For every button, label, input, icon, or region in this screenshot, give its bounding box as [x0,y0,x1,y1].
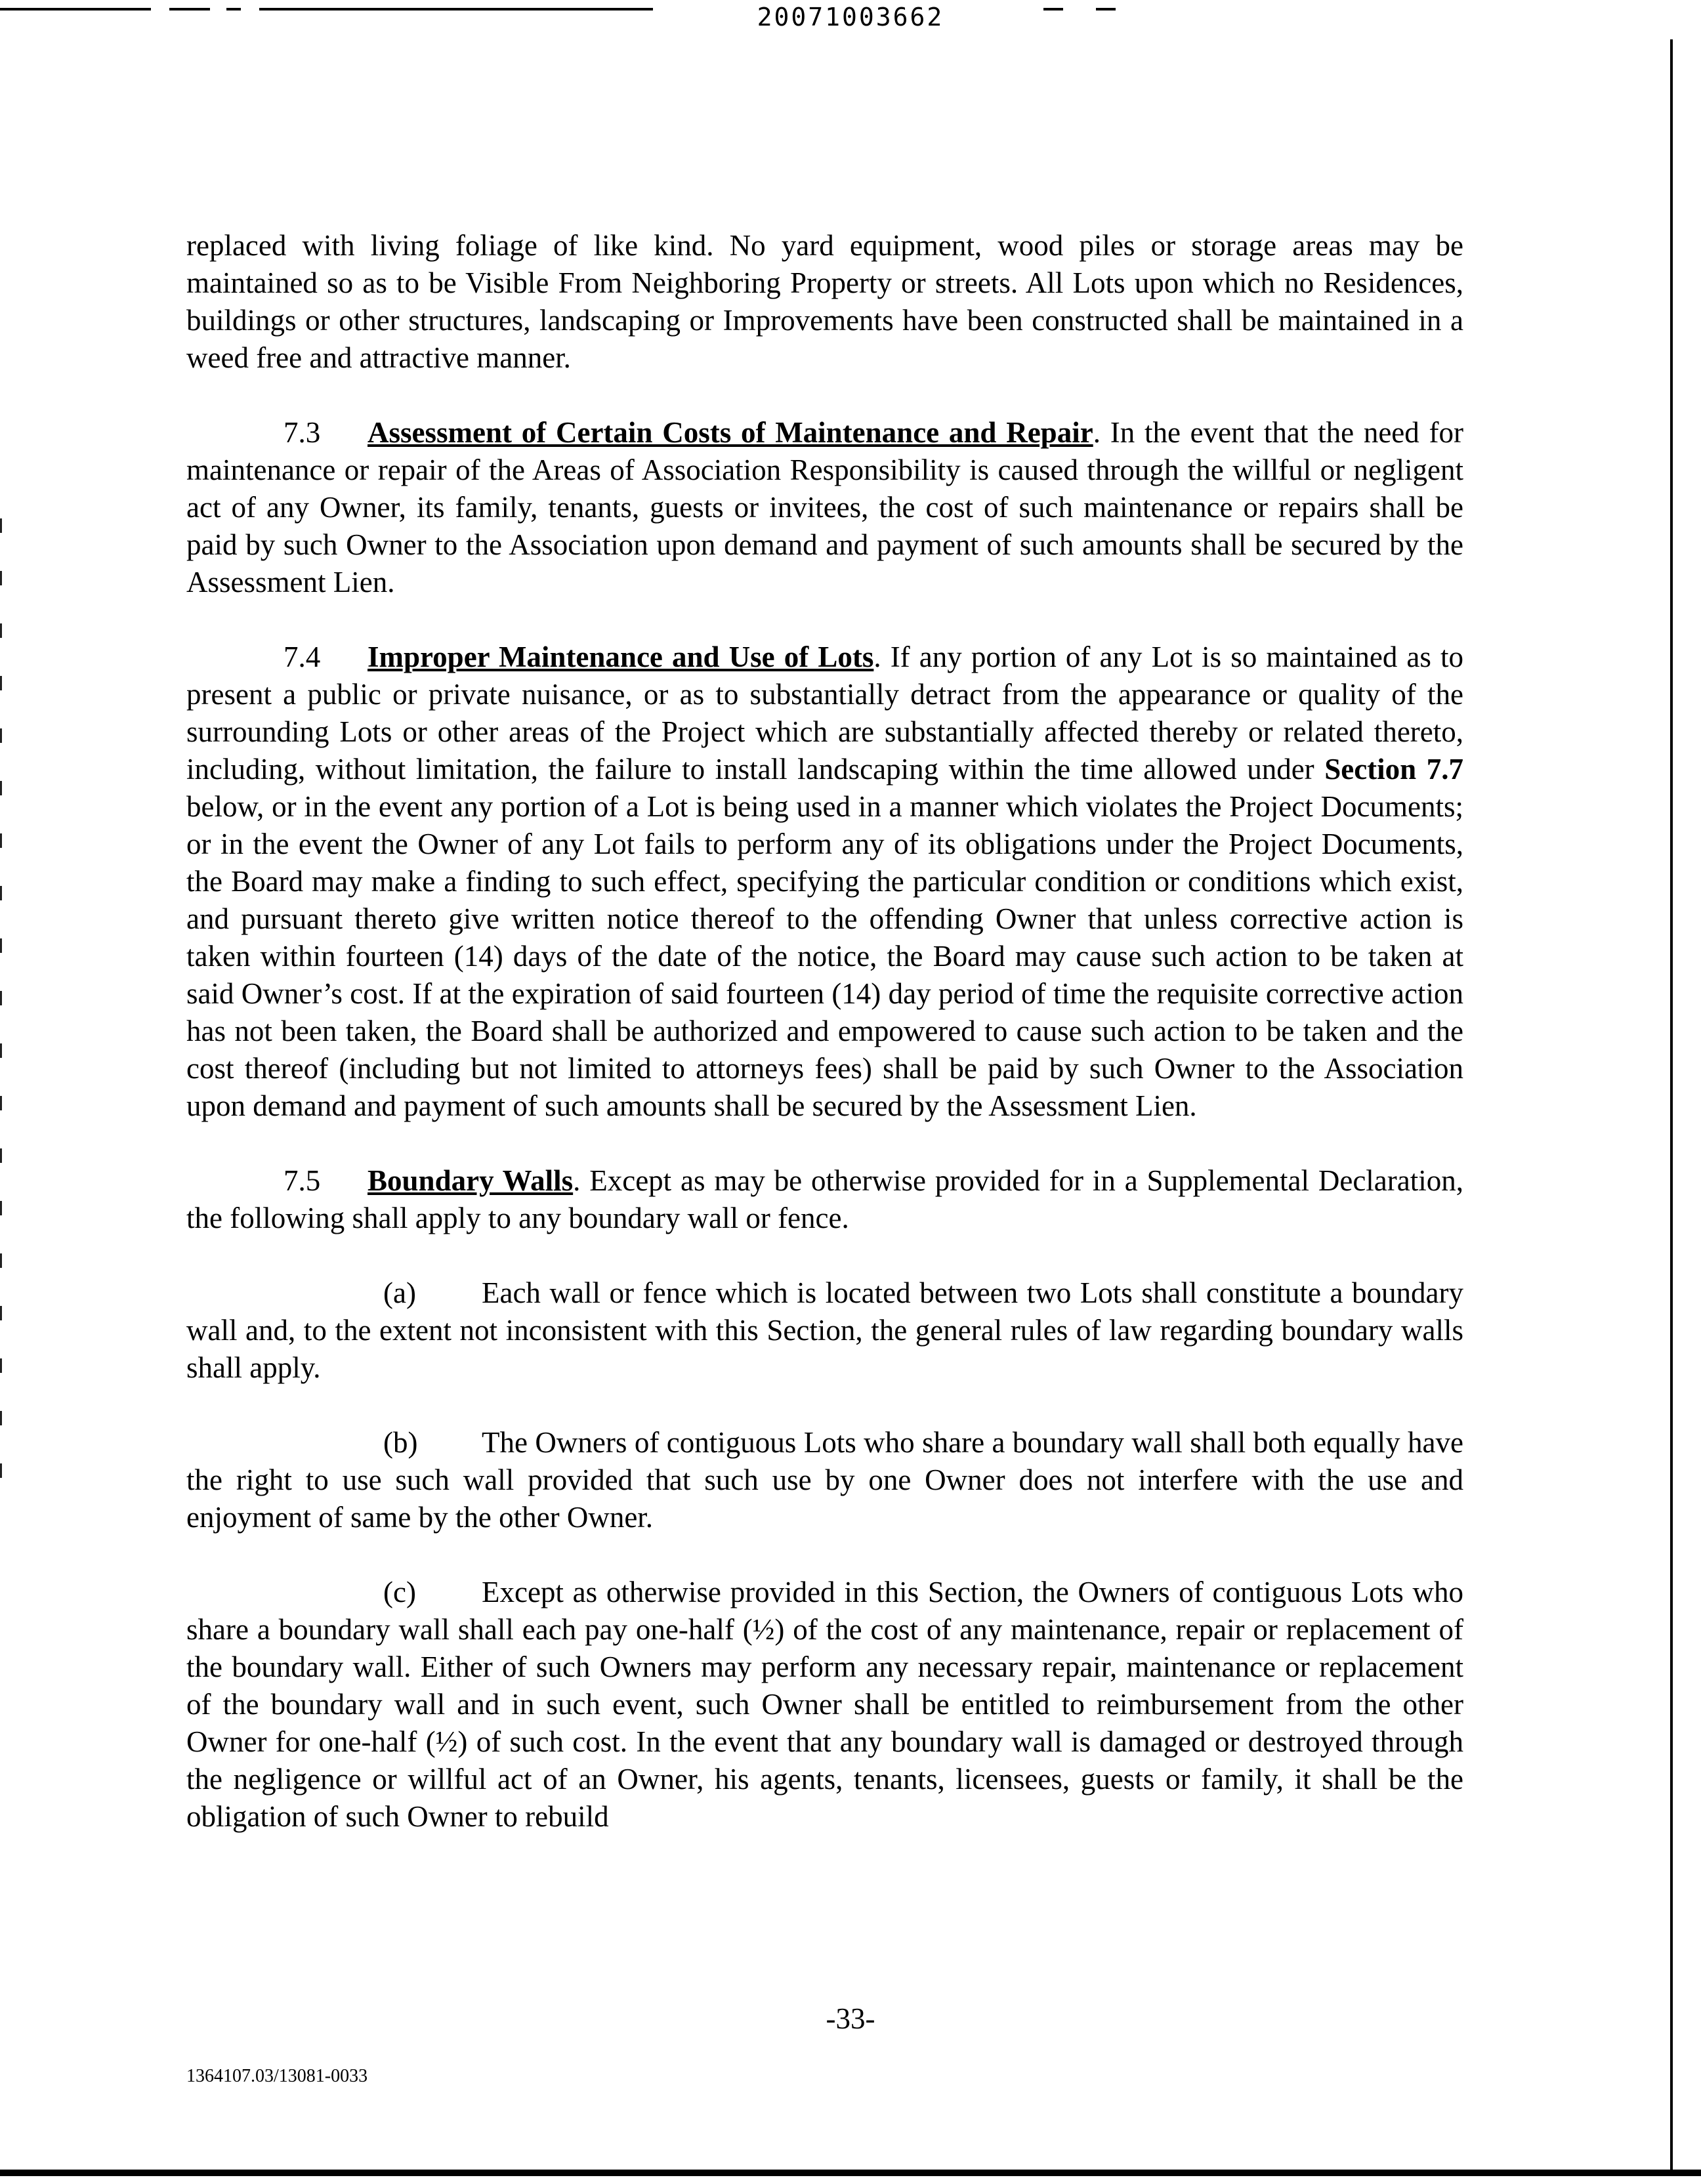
subsection-b [186,1424,1463,1536]
subsection-text: The Owners of contiguous Lots who share a boundary wall shall both equally have the right to use such wall provided that such use by one Owner does not interfere with the use and enjoyment of same by the other Owner. [186,1426,1463,1534]
scan-tick [0,1411,2,1425]
scan-tick [0,1253,2,1268]
scan-tick [0,1096,2,1110]
subsection-text: Each wall or fence which is located between two Lots shall constitute a boundary wall and, to the extent not inconsistent with this Section, the general rules of law regarding boundary walls shall apply. [186,1276,1463,1384]
section-title: Improper Maintenance and Use of Lots [368,640,874,673]
scan-tick [0,1463,2,1478]
subsection-text: Except as otherwise provided in this Section, the Owners of contiguous Lots who share a boundary wall shall each pay one-half (½) of the cost of any maintenance, repair or replacement of the boundary wall. Either of such Owners may perform any necessary repair, maintenance or replacement of the boundary wall and in such event, such Owner shall be entitled to reimbursement from the other Owner for one-half (½) of such cost. In the event that any boundary wall is damaged or destroyed through the negligence or willful act of an Owner, his agents, tenants, licensees, guests or family, it shall be the obligation of such Owner to rebuild [186,1576,1463,1833]
subsection-label: (a) [383,1276,416,1309]
page-frame-right [1670,39,1673,2172]
scan-tick [0,991,2,1005]
paragraph-continuation: replaced with living foliage of like kind. No yard equipment, wood piles or storage areas may be maintained so as to be Visible From Neighboring Property or streets. All Lots upon which no Residences, buildings or other structures, landscaping or Improvements have been constructed shall be maintained in a weed free and attractive manner. [186,229,1463,374]
section-number: 7.5 [284,1164,321,1197]
scan-tick [0,938,2,953]
section-text: . If any portion of any Lot is so maintained as to present a public or private nuisance, or as to substantially detract from the appearance or quality of the surrounding Lots or other areas of the Project which are substantially affected thereby or related thereto, including, without limitation, the failure to install landscaping within the time allowed under [186,640,1464,786]
section-reference: Section 7.7 [1324,753,1463,786]
subsection-c [186,1574,1463,1836]
scan-tick [0,676,2,690]
section-title: Assessment of Certain Costs of Maintenance and Repair [368,416,1093,449]
document-number: 20071003662 [757,3,944,32]
scan-tick [0,833,2,848]
scan-tick [0,1201,2,1215]
scan-tick [0,1306,2,1320]
section-7-3 [186,414,1463,601]
scan-tick [0,886,2,900]
scan-tick [0,1358,2,1373]
scan-tick [0,518,2,533]
section-7-5 [186,1162,1463,1237]
scan-tick [0,1043,2,1058]
subsection-label: (b) [383,1426,418,1459]
document-body [186,227,1463,1836]
section-text: . Except as may be otherwise provided for in a Supplemental Declaration, the following shall apply to any boundary wall or fence. [186,1164,1463,1234]
section-title: Boundary Walls [368,1164,574,1197]
subsection-label: (c) [383,1576,416,1608]
scan-tick [0,1148,2,1163]
page-number: -33- [826,2002,875,2035]
scan-tick [0,623,2,638]
file-identifier: 1364107.03/13081-0033 [186,2066,368,2086]
scan-tick [0,781,2,795]
section-number: 7.3 [284,416,321,449]
subsection-a [186,1274,1463,1387]
section-number: 7.4 [284,640,321,673]
section-text: below, or in the event any portion of a Lot is being used in a manner which violates the Project Documents; or in the event the Owner of any Lot fails to perform any of its obligations under the Project Documents, the Board may make a finding to such effect, specifying the particular condition or conditions which exist, and pursuant thereto give written notice thereof to the offending Owner that unless corrective action is taken within fourteen (14) days of the date of the notice, the Board may cause such action to be taken at said Owner’s cost. If at the expiration of said fourteen (14) day period of time the requisite corrective action has not been taken, the Board shall be authorized and empowered to cause such action to be taken and the cost thereof (including but not limited to attorneys fees) shall be paid by such Owner to the Association upon demand and payment of such amounts shall be secured by the Assessment Lien. [186,790,1463,1122]
section-text: . In the event that the need for maintenance or repair of the Areas of Association Responsibility is caused through the willful or negligent act of any Owner, its family, tenants, guests or invitees, the cost of such maintenance or repairs shall be paid by such Owner to the Association upon demand and payment of such amounts shall be secured by the Assessment Lien. [186,416,1464,598]
scan-tick [0,571,2,585]
section-7-4 [186,639,1463,1125]
scan-tick [0,728,2,743]
page-frame-bottom [0,2170,1701,2176]
